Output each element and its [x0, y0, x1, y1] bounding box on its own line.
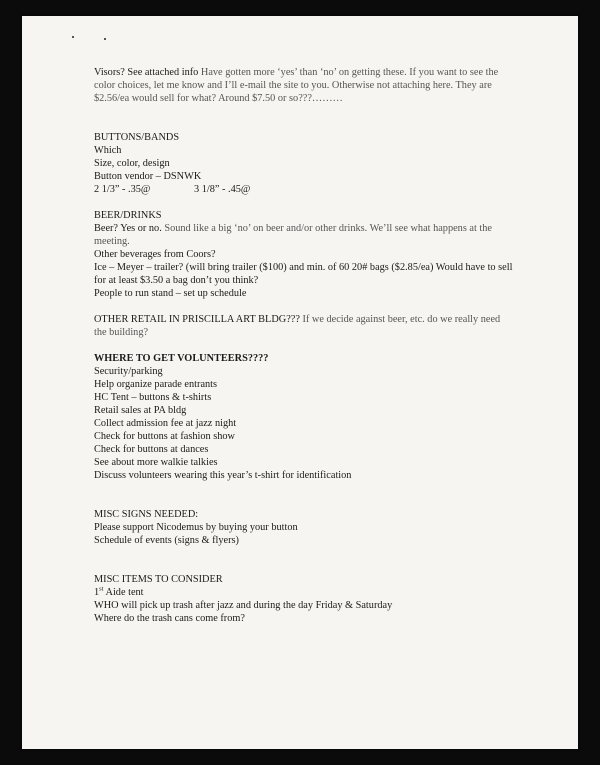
visors-text: Have gotten more ‘yes’ than ‘no’ on getting these. If you want to see the color choices, let me know and I’ll e-mail the site to you. Otherwise not attaching here. They are $2.56/ea would sell for what? Around $7.50 or so???……… [94, 67, 499, 104]
other-retail-text: If we decide against beer, etc. do we really need the building? [94, 314, 501, 338]
stray-mark [104, 38, 106, 40]
coors-line: Other beverages from Coors? [94, 249, 216, 260]
beer-drinks-heading: BEER/DRINKS [94, 210, 162, 221]
aide-tent-line [94, 586, 514, 599]
price-large: 3 1/8” - .45@ [194, 184, 251, 195]
volunteer-item: Check for buttons at fashion show [94, 431, 235, 442]
trash-where-line: Where do the trash cans come from? [94, 613, 245, 624]
aide-text: Aide tent [103, 587, 144, 598]
visors-paragraph [94, 66, 514, 105]
other-retail-lead: OTHER RETAIL IN PRISCILLA ART BLDG??? [94, 314, 300, 325]
trash-who-line: WHO will pick up trash after jazz and during the day Friday & Saturday [94, 600, 393, 611]
volunteer-item: Help organize parade entrants [94, 379, 218, 390]
stray-mark [72, 36, 74, 38]
aide-number: 1 [94, 587, 100, 598]
volunteer-item: HC Tent – buttons & t-shirts [94, 392, 212, 403]
volunteer-item: Discuss volunteers wearing this year’s t-shirt for identification [94, 470, 352, 481]
misc-sign-item: Schedule of events (signs & flyers) [94, 535, 239, 546]
beer-text: Sound like a big ‘no’ on beer and/or other drinks. We’ll see what happens at the meeting. [94, 223, 492, 247]
aide-superscript: st [99, 585, 104, 593]
volunteer-item: See about more walkie talkies [94, 457, 218, 468]
misc-items-heading: MISC ITEMS TO CONSIDER [94, 574, 223, 585]
other-retail-paragraph [94, 313, 514, 339]
volunteer-item: Retail sales at PA bldg [94, 405, 187, 416]
buttons-prices [94, 183, 514, 196]
beer-paragraph [94, 222, 514, 248]
buttons-bands-heading: BUTTONS/BANDS [94, 132, 180, 143]
volunteer-item: Security/parking [94, 366, 163, 377]
visors-lead: Visors? See attached info [94, 67, 199, 78]
buttons-size: Size, color, design [94, 158, 170, 169]
buttons-which: Which [94, 145, 122, 156]
price-small: 2 1/3” - .35@ [94, 184, 151, 195]
ice-line: Ice – Meyer – trailer? (will bring trailer ($100) and min. of 60 20# bags ($2.85/ea) Would have to sell for at least $3.50 a bag don’t you think? [94, 262, 513, 286]
people-line: People to run stand – set up schedule [94, 288, 247, 299]
misc-sign-item: Please support Nicodemus by buying your button [94, 522, 298, 533]
volunteers-heading: WHERE TO GET VOLUNTEERS???? [94, 353, 269, 364]
document-page [22, 16, 578, 749]
document-body [94, 66, 514, 625]
misc-signs-heading: MISC SIGNS NEEDED: [94, 509, 199, 520]
buttons-vendor: Button vendor – DSNWK [94, 171, 202, 182]
volunteer-item: Check for buttons at dances [94, 444, 209, 455]
volunteer-item: Collect admission fee at jazz night [94, 418, 237, 429]
beer-lead: Beer? Yes or no. [94, 223, 162, 234]
